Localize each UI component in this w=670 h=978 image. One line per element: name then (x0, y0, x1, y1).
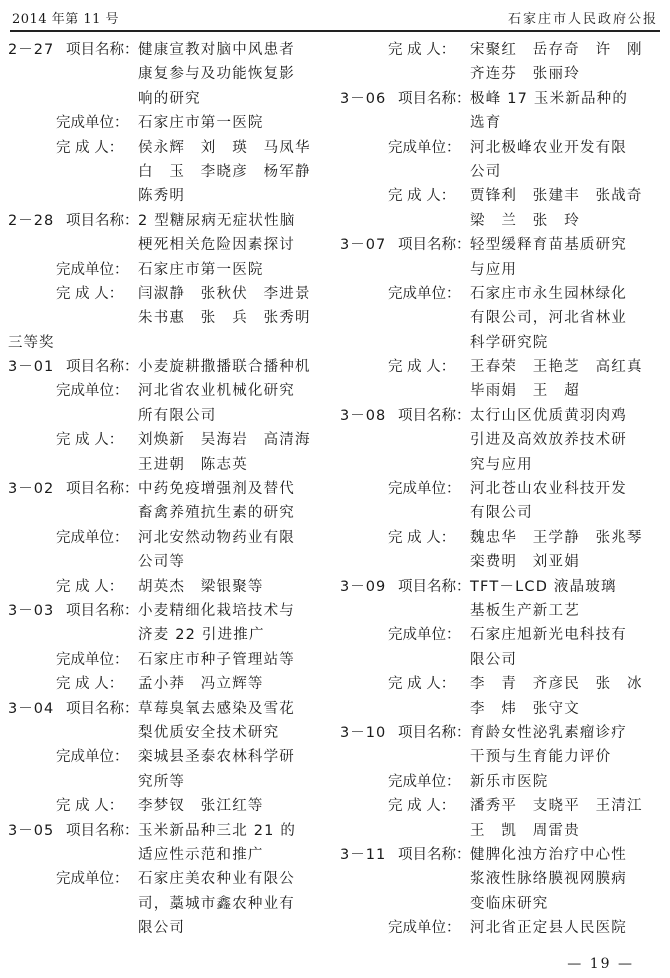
field-label: 项目名称： (66, 481, 139, 498)
project-number: 3－11 (340, 846, 387, 863)
field-value: 限公司 (138, 920, 186, 937)
entry-line (8, 526, 328, 550)
entry-line (340, 111, 660, 135)
field-value: 侯永辉 刘 瑛 马凤华 (138, 139, 311, 156)
field-value: 陈秀明 (138, 188, 186, 205)
entry-line (340, 428, 660, 452)
project-number: 3－01 (8, 359, 55, 376)
field-value: 健康宣教对脑中风患者 (138, 42, 295, 58)
project-number: 2－27 (8, 42, 55, 58)
entry-line (340, 136, 660, 160)
project-number: 3－10 (340, 724, 387, 741)
field-value: 2 型糖尿病无症状性脑 (138, 212, 296, 229)
field-value: 有限公司，河北省林业 (470, 310, 627, 327)
field-label: 完成单位： (56, 529, 129, 546)
field-label: 完 成 人： (388, 42, 456, 58)
field-label: 完成单位： (388, 920, 461, 937)
field-value: 限公司 (470, 651, 518, 668)
entry-line (340, 721, 660, 745)
entry-line (340, 745, 660, 769)
field-value: 王 凯 周雷贵 (470, 822, 580, 839)
entry-line (8, 721, 328, 745)
project-number: 3－09 (340, 578, 387, 595)
field-value: 石家庄市第一医院 (138, 261, 264, 278)
entry-line (8, 111, 328, 135)
field-value: 小麦精细化栽培技术与 (138, 602, 295, 619)
project-number: 3－05 (8, 822, 55, 839)
page-number: — 19 — (567, 956, 634, 972)
field-value: 草莓臭氧去感染及雪花 (138, 700, 295, 717)
field-value: 适应性示范和推广 (138, 846, 264, 863)
field-value: 中药免疫增强剂及替代 (138, 481, 295, 498)
field-label: 完 成 人： (388, 798, 456, 815)
field-value: 基板生产新工艺 (470, 602, 580, 619)
entry-line (340, 87, 660, 111)
field-value: 潘秀平 支晓平 王清江 (470, 798, 643, 815)
field-label: 完 成 人： (56, 139, 124, 156)
entry-line (8, 770, 328, 794)
entry-line (340, 282, 660, 306)
issue-label: 2014 年第 11 号 (12, 12, 120, 27)
entry-line (8, 916, 328, 940)
entry-line (8, 379, 328, 403)
field-value: 河北极峰农业开发有限 (470, 139, 627, 156)
entry-line (340, 258, 660, 282)
field-value: 康复参与及功能恢复影 (138, 66, 295, 83)
entry-line (8, 233, 328, 257)
entry-line (8, 282, 328, 306)
entry-line (340, 794, 660, 818)
field-value: 石家庄旭新光电科技有 (470, 627, 627, 644)
entry-line (8, 697, 328, 721)
field-value: 魏忠华 王学静 张兆琴 (470, 529, 643, 546)
section-heading (8, 331, 328, 355)
entry-line (340, 477, 660, 501)
entry-line (8, 453, 328, 477)
entry-line (340, 575, 660, 599)
field-label: 完 成 人： (56, 578, 124, 595)
entry-line (8, 355, 328, 379)
field-value: 栾费明 刘亚娟 (470, 554, 580, 571)
entry-line (340, 916, 660, 940)
project-number: 3－07 (340, 237, 387, 254)
entry-line (8, 258, 328, 282)
field-value: 李 青 齐彦民 张 冰 (470, 676, 643, 693)
field-value: 孟小莽 冯立辉等 (138, 676, 264, 693)
entry-line (340, 62, 660, 86)
field-value: 贾锋利 张建丰 张战奇 (470, 188, 643, 205)
field-label: 项目名称： (398, 237, 471, 254)
entry-line (8, 136, 328, 160)
field-value: 河北省正定县人民医院 (470, 920, 627, 937)
entry-line (340, 623, 660, 647)
entry-line (8, 306, 328, 330)
field-label: 项目名称： (66, 212, 139, 229)
field-value: 刘焕新 吴海岩 高清海 (138, 432, 311, 449)
field-value: TFT－LCD 液晶玻璃 (470, 578, 617, 595)
entry-line (340, 697, 660, 721)
field-value: 极峰 17 玉米新品种的 (470, 90, 629, 107)
field-label: 项目名称： (66, 822, 139, 839)
entry-line (8, 404, 328, 428)
entry-line (8, 184, 328, 208)
field-label: 项目名称： (66, 359, 139, 376)
entry-line (8, 62, 328, 86)
publication-title: 石家庄市人民政府公报 (507, 12, 658, 27)
field-value: 毕雨娟 王 超 (470, 383, 580, 400)
entry-line (340, 819, 660, 843)
field-value: 公司等 (138, 554, 186, 571)
field-label: 项目名称： (398, 407, 471, 424)
entry-line (340, 867, 660, 891)
field-value: 胡英杰 梁银聚等 (138, 578, 264, 595)
field-value: 干预与生育能力评价 (470, 749, 612, 766)
field-label: 完 成 人： (56, 285, 124, 302)
field-label: 完成单位： (56, 383, 129, 400)
field-label: 完 成 人： (388, 529, 456, 546)
field-value: 梨优质安全技术研究 (138, 724, 280, 741)
field-value: 李梦钗 张江红等 (138, 798, 264, 815)
project-number: 3－04 (8, 700, 55, 717)
section-title: 三等奖 (8, 334, 55, 351)
field-label: 项目名称： (398, 724, 471, 741)
field-value: 济麦 22 引进推广 (138, 627, 265, 644)
field-label: 完成单位： (388, 139, 461, 156)
entry-line (340, 38, 660, 62)
field-label: 完成单位： (388, 773, 461, 790)
field-value: 河北苍山农业科技开发 (470, 481, 627, 498)
entry-line (8, 575, 328, 599)
field-label: 完成单位： (56, 749, 129, 766)
field-value: 石家庄市第一医院 (138, 115, 264, 132)
field-value: 河北省农业机械化研究 (138, 383, 295, 400)
field-value: 变临床研究 (470, 895, 549, 912)
field-label: 完成单位： (388, 627, 461, 644)
project-number: 3－08 (340, 407, 387, 424)
project-number: 3－03 (8, 602, 55, 619)
field-value: 闫淑静 张秋伏 李进景 (138, 285, 311, 302)
field-label: 完 成 人： (388, 188, 456, 205)
field-value: 究所等 (138, 773, 186, 790)
left-column (8, 38, 328, 940)
field-value: 科学研究院 (470, 334, 549, 351)
field-value: 王春荣 王艳芝 高红真 (470, 359, 643, 376)
entry-line (8, 428, 328, 452)
project-number: 3－06 (340, 90, 387, 107)
entry-line (340, 526, 660, 550)
field-value: 梗死相关危险因素探讨 (138, 237, 295, 254)
entry-line (8, 892, 328, 916)
field-value: 栾城县圣泰农林科学研 (138, 749, 295, 766)
entry-line (8, 209, 328, 233)
field-label: 项目名称： (66, 602, 139, 619)
entry-line (8, 501, 328, 525)
field-value: 新乐市医院 (470, 773, 549, 790)
entry-line (340, 404, 660, 428)
entry-line (340, 672, 660, 696)
field-label: 完 成 人： (56, 676, 124, 693)
field-value: 河北安然动物药业有限 (138, 529, 295, 546)
entry-line (8, 648, 328, 672)
field-value: 梁 兰 张 玲 (470, 212, 580, 229)
entry-line (340, 379, 660, 403)
field-value: 齐连芬 张丽玲 (470, 66, 580, 83)
field-value: 所有限公司 (138, 407, 217, 424)
field-value: 畜禽养殖抗生素的研究 (138, 505, 295, 522)
field-label: 完成单位： (388, 481, 461, 498)
field-value: 王进朝 陈志英 (138, 456, 248, 473)
field-value: 宋聚红 岳存奇 许 刚 (470, 42, 643, 58)
field-value: 太行山区优质黄羽肉鸡 (470, 407, 627, 424)
field-value: 司，藁城市鑫农种业有 (138, 895, 295, 912)
field-value: 究与应用 (470, 456, 533, 473)
field-label: 项目名称： (398, 90, 471, 107)
field-value: 轻型缓释育苗基质研究 (470, 237, 627, 254)
field-value: 浆液性脉络膜视网膜病 (470, 871, 627, 888)
entry-line (8, 87, 328, 111)
field-value: 与应用 (470, 261, 518, 278)
entry-line (8, 38, 328, 62)
field-label: 完 成 人： (388, 359, 456, 376)
field-value: 有限公司 (470, 505, 533, 522)
field-value: 石家庄市永生园林绿化 (470, 285, 627, 302)
entry-line (8, 867, 328, 891)
field-value: 玉米新品种三北 21 的 (138, 822, 297, 839)
entry-line (8, 160, 328, 184)
field-label: 项目名称： (66, 42, 139, 58)
entry-line (8, 745, 328, 769)
entry-line (8, 623, 328, 647)
entry-line (8, 794, 328, 818)
entry-line (340, 160, 660, 184)
entry-line (340, 599, 660, 623)
field-value: 引进及高效放养技术研 (470, 432, 627, 449)
entry-line (8, 819, 328, 843)
field-value: 小麦旋耕撒播联合播种机 (138, 359, 311, 376)
field-label: 完成单位： (56, 115, 129, 132)
field-value: 公司 (470, 163, 502, 180)
entry-line (340, 892, 660, 916)
page-header (10, 4, 660, 32)
entry-line (340, 770, 660, 794)
entry-line (340, 233, 660, 257)
field-label: 完 成 人： (388, 676, 456, 693)
entry-line (340, 209, 660, 233)
right-column (340, 38, 660, 940)
field-value: 李 炜 张守文 (470, 700, 580, 717)
field-value: 选育 (470, 115, 502, 132)
entry-line (340, 550, 660, 574)
entry-line (340, 306, 660, 330)
field-label: 项目名称： (66, 700, 139, 717)
entry-line (8, 477, 328, 501)
field-value: 石家庄市种子管理站等 (138, 651, 295, 668)
entry-line (8, 672, 328, 696)
field-label: 完成单位： (388, 285, 461, 302)
field-label: 完成单位： (56, 651, 129, 668)
entry-line (340, 648, 660, 672)
field-value: 朱书惠 张 兵 张秀明 (138, 310, 311, 327)
field-label: 项目名称： (398, 578, 471, 595)
field-label: 完成单位： (56, 871, 129, 888)
field-label: 完成单位： (56, 261, 129, 278)
field-label: 完 成 人： (56, 798, 124, 815)
entry-line (340, 843, 660, 867)
field-label: 项目名称： (398, 846, 471, 863)
entry-line (340, 453, 660, 477)
entry-line (8, 599, 328, 623)
entry-line (340, 355, 660, 379)
field-value: 响的研究 (138, 90, 201, 107)
entry-line (8, 843, 328, 867)
field-value: 育龄女性泌乳素瘤诊疗 (470, 724, 627, 741)
entry-line (340, 184, 660, 208)
field-value: 健脾化浊方治疗中心性 (470, 846, 627, 863)
project-number: 2－28 (8, 212, 55, 229)
entry-line (8, 550, 328, 574)
project-number: 3－02 (8, 481, 55, 498)
field-value: 白 玉 李晓彦 杨军静 (138, 163, 311, 180)
field-value: 石家庄美农种业有限公 (138, 871, 295, 888)
field-label: 完 成 人： (56, 432, 124, 449)
entry-line (340, 501, 660, 525)
entry-line (340, 331, 660, 355)
